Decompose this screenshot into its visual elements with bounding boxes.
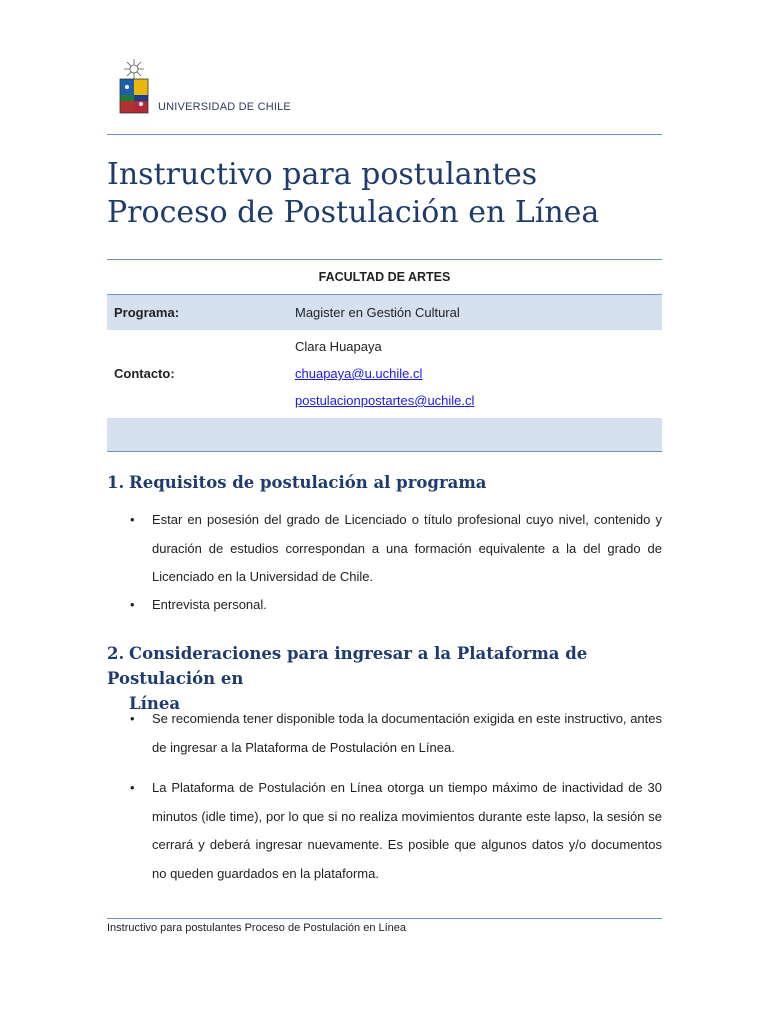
list-item <box>130 705 662 762</box>
section-2-title-line-1: Consideraciones para ingresar a la Plataforma de Postulación en <box>107 644 588 688</box>
contact-name: Clara Huapaya <box>295 339 382 354</box>
program-row <box>107 295 662 330</box>
bullet-icon: • <box>130 780 135 795</box>
bullet-text: Entrevista personal. <box>152 597 267 612</box>
page-title <box>107 156 599 232</box>
title-line-2: Proceso de Postulación en Línea <box>107 195 600 230</box>
bullet-text: Se recomienda tener disponible toda la documentación exigida en este instructivo, antes de ingresar a la Plataforma de Postulación en Línea. <box>152 711 662 755</box>
section-2-title-line-2: Línea <box>129 694 181 713</box>
contact-email-link[interactable]: chuapaya@u.uchile.cl <box>295 366 423 381</box>
list-item <box>130 506 662 592</box>
section-2-number: 2. <box>107 644 125 663</box>
contact-row <box>107 330 662 418</box>
page-footer: Instructivo para postulantes Proceso de Postulación en Línea <box>107 922 407 934</box>
footer-divider <box>107 918 662 919</box>
list-item <box>130 591 662 620</box>
bullet-text: Estar en posesión del grado de Licenciado o título profesional cuyo nivel, contenido y duración de estudios correspondan a una formación equivalente a la del grado de Licenciado en la Universidad de Chile. <box>152 512 662 584</box>
university-name: UNIVERSIDAD DE CHILE <box>158 101 291 113</box>
title-line-1: Instructivo para postulantes <box>107 157 538 192</box>
contact-email-link-2[interactable]: postulacionpostartes@uchile.cl <box>295 393 475 408</box>
empty-row <box>107 418 662 452</box>
section-1-number: 1. <box>107 473 125 492</box>
info-table <box>107 260 662 452</box>
section-1-title: Requisitos de postulación al programa <box>129 473 487 492</box>
bullet-icon: • <box>130 711 135 726</box>
contact-label: Contacto: <box>114 366 175 381</box>
bullet-text: La Plataforma de Postulación en Línea otorga un tiempo máximo de inactividad de 30 minutos (idle time), por lo que si no realiza movimientos durante este lapso, la sesión se cerrará y deberá ingresar nuevamente. Es posible que algunos datos y/o documentos no queden guardados en la plataforma. <box>152 780 662 881</box>
university-crest-icon <box>118 57 150 117</box>
bullet-icon: • <box>130 512 135 527</box>
program-value: Magister en Gestión Cultural <box>295 305 460 320</box>
section-1-heading <box>107 470 487 495</box>
faculty-header: FACULTAD DE ARTES <box>107 260 662 295</box>
list-item <box>130 774 662 888</box>
bullet-icon: • <box>130 597 135 612</box>
program-label: Programa: <box>114 305 180 320</box>
header-divider <box>107 134 662 135</box>
